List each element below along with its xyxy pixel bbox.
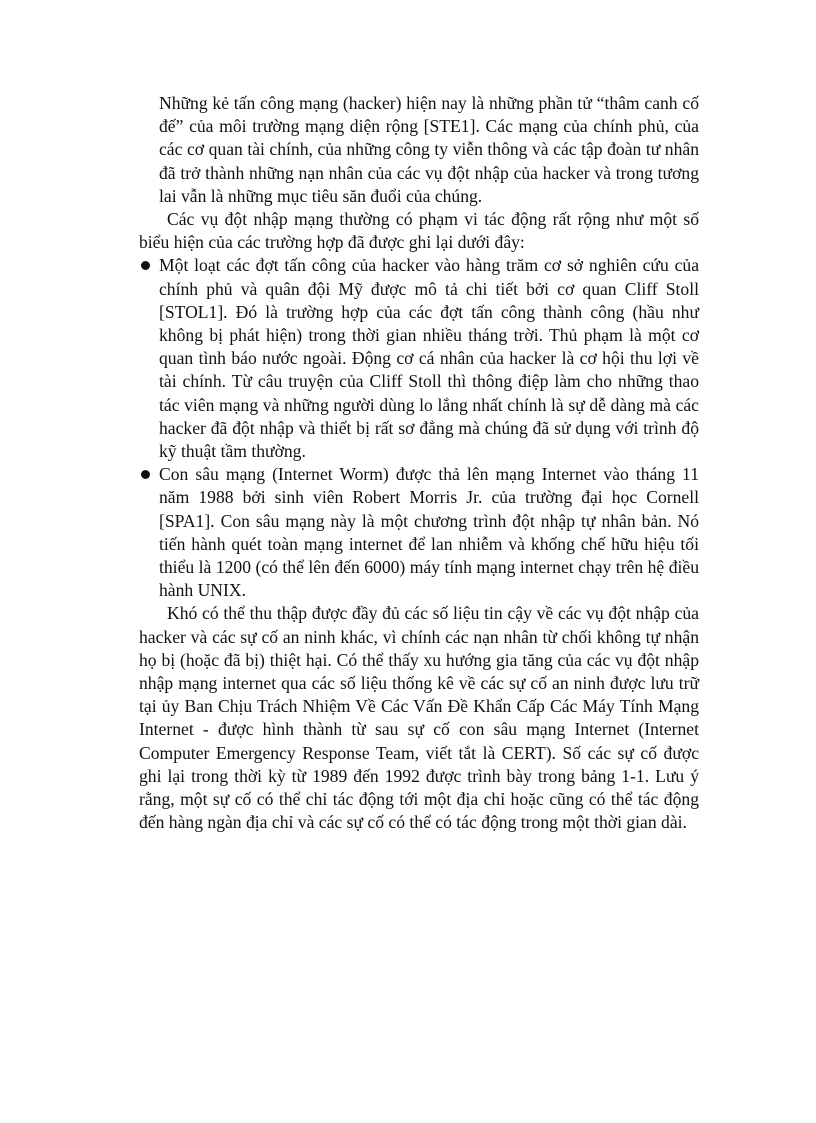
paragraph-hackers-intro: Những kẻ tấn công mạng (hacker) hiện nay là những phần tử “thâm canh cố đế” của môi trường mạng diện rộng [STE1]. Các mạng của chính phủ, của các cơ quan tài chính, của những công ty viễn thông và các tập đoàn tư nhân đã trở thành những nạn nhân của các vụ đột nhập của hacker và trong tương lai vẫn là những mục tiêu săn đuổi của chúng. (159, 93, 699, 206)
list-item-text: Con sâu mạng (Internet Worm) được thả lên mạng Internet vào tháng 11 năm 1988 bởi sinh viên Robert Morris Jr. của trường đại học Cornell [SPA1]. Con sâu mạng này là một chương trình đột nhập tự nhân bản. Nó tiến hành quét toàn mạng internet để lan nhiễm và khống chế hữu hiệu tối thiểu là 1200 (có thể lên đến 6000) máy tính mạng internet chạy trên hệ điều hành UNIX. (159, 464, 699, 601)
list-item (139, 463, 699, 602)
bullet-icon (141, 470, 150, 479)
paragraph-intrusion-scope: Các vụ đột nhập mạng thường có phạm vi tác động rất rộng như một số biểu hiện của các trường hợp đã được ghi lại dưới đây: (139, 209, 699, 253)
bullet-icon (141, 261, 150, 270)
list-item (139, 254, 699, 463)
list-item-text: Một loạt các đợt tấn công của hacker vào hàng trăm cơ sở nghiên cứu của chính phủ và quân đội Mỹ được mô tả chi tiết bởi cơ quan Cliff Stoll [STOL1]. Đó là trường hợp của các đợt tấn công thành công (hầu như không bị phát hiện) trong thời gian nhiều tháng trời. Thủ phạm là một cơ quan tình báo nước ngoài. Động cơ cá nhân của hacker là cơ hội thu lợi về tài chính. Từ câu truyện của Cliff Stoll thì thông điệp làm cho những thao tác viên mạng và những người dùng lo lắng nhất chính là sự dễ dàng mà các hacker đã đột nhập và thiết bị rất sơ đẳng mà chúng đã sử dụng với trình độ kỹ thuật tầm thường. (159, 255, 699, 462)
body-text (139, 92, 699, 835)
paragraph-statistics: Khó có thể thu thập được đầy đủ các số liệu tin cậy về các vụ đột nhập của hacker và các sự cố an ninh khác, vì chính các nạn nhân từ chối không tự nhận họ bị (hoặc đã bị) thiệt hại. Có thể thấy xu hướng gia tăng của các vụ đột nhập nhập mạng internet qua các số liệu thống kê về các sự cố an ninh được lưu trữ tại ủy Ban Chịu Trách Nhiệm Về Các Vấn Đề Khẩn Cấp Các Máy Tính Mạng Internet - được hình thành từ sau sự cố con sâu mạng Internet (Internet Computer Emergency Response Team, viết tắt là CERT). Số các sự cố được ghi lại trong thời kỳ từ 1989 đến 1992 được trình bày trong bảng 1-1. Lưu ý rằng, một sự cố có thể chỉ tác động tới một địa chỉ hoặc cũng có thể tác động đến hàng ngàn địa chỉ và các sự cố có thể có tác động trong một thời gian dài. (139, 603, 699, 833)
bullet-list (139, 254, 699, 602)
